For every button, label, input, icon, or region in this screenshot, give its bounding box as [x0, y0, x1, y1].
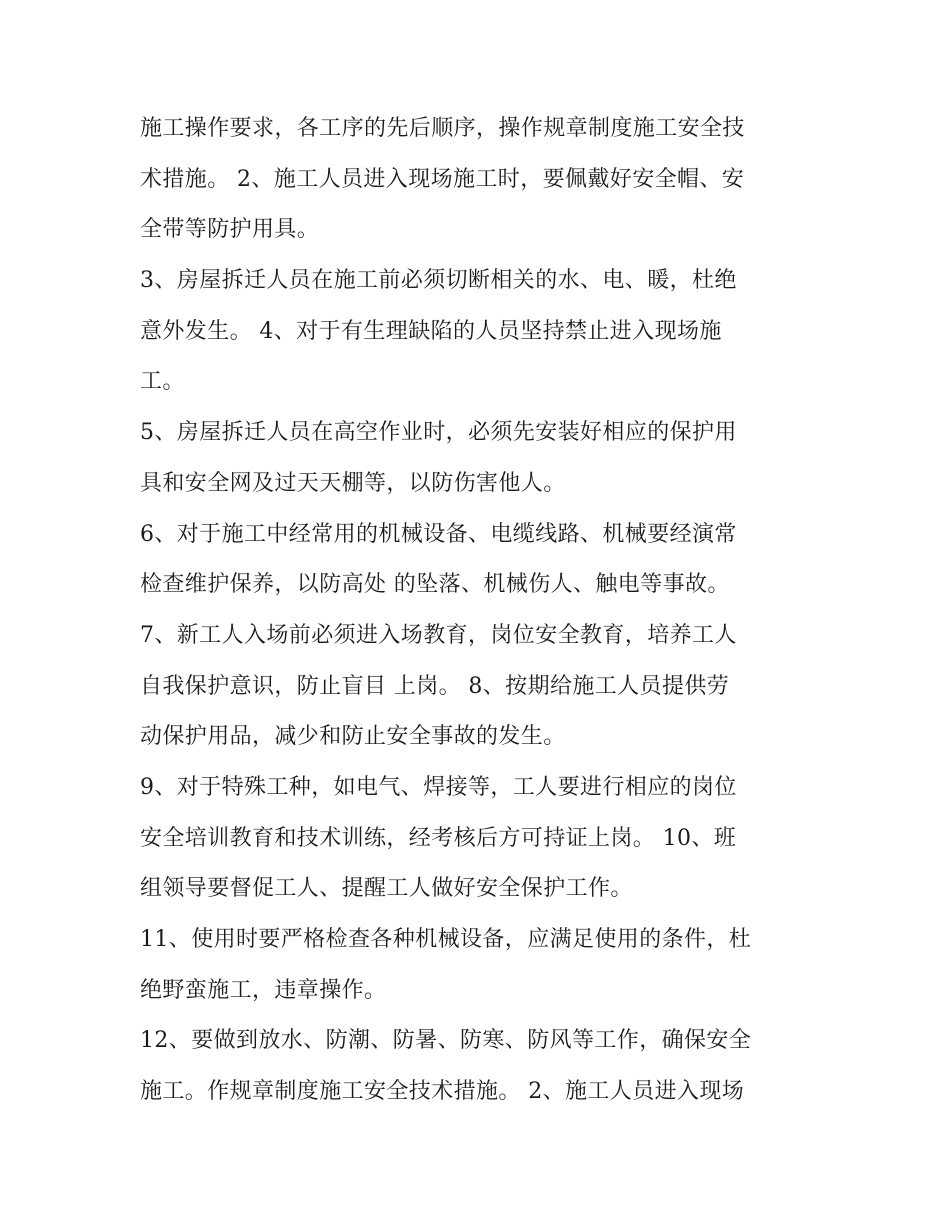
- text-line: 3、房屋拆迁人员在施工前必须切断相关的水、电、暖，杜绝: [140, 268, 737, 294]
- text-line: 5、房屋拆迁人员在高空作业时，必须先安装好相应的保护用: [140, 420, 737, 446]
- text-line: 安全培训教育和技术训练，经考核后方可持证上岗。 10、班: [140, 825, 737, 851]
- text-line: 施工操作要求，各工序的先后顺序，操作规章制度施工安全技: [140, 116, 745, 141]
- text-line: 11、使用时要严格检查各种机械设备，应满足使用的条件，杜: [140, 927, 752, 952]
- text-line: 意外发生。 4、对于有生理缺陷的人员坚持禁止进入现场施: [140, 318, 722, 344]
- text-line: 9、对于特殊工种，如电气、焊接等，工人要进行相应的岗位: [140, 774, 737, 800]
- text-line: 组领导要督促工人、提醒工人做好安全保护工作。: [140, 876, 633, 902]
- text-line: 动保护用品，减少和防止安全事故的发生。: [140, 724, 566, 750]
- text-line: 12、要做到放水、防潮、防暑、防寒、防风等工作，确保安全: [140, 1028, 752, 1054]
- text-line: 全带等防护用具。: [140, 217, 320, 243]
- text-line: 检查维护保养，以防高处 的坠落、机械伤人、触电等事故。: [140, 572, 730, 598]
- text-line: 术措施。 2、施工人员进入现场施工时，要佩戴好安全帽、安: [140, 166, 745, 192]
- text-line: 工。: [140, 369, 185, 395]
- text-line: 施工。作规章制度施工安全技术措施。 2、施工人员进入现场: [140, 1079, 745, 1105]
- text-line: 绝野蛮施工，违章操作。: [140, 977, 387, 1003]
- document-body: [140, 104, 820, 1118]
- text-line: 自我保护意识，防止盲目 上岗。 8、按期给施工人员提供劳: [140, 673, 730, 699]
- text-line: 6、对于施工中经常用的机械设备、电缆线路、机械要经演常: [140, 521, 737, 547]
- text-line: 具和安全网及过天天棚等，以防伤害他人。: [140, 470, 566, 496]
- text-line: 7、新工人入场前必须进入场教育，岗位安全教育，培养工人: [140, 622, 737, 648]
